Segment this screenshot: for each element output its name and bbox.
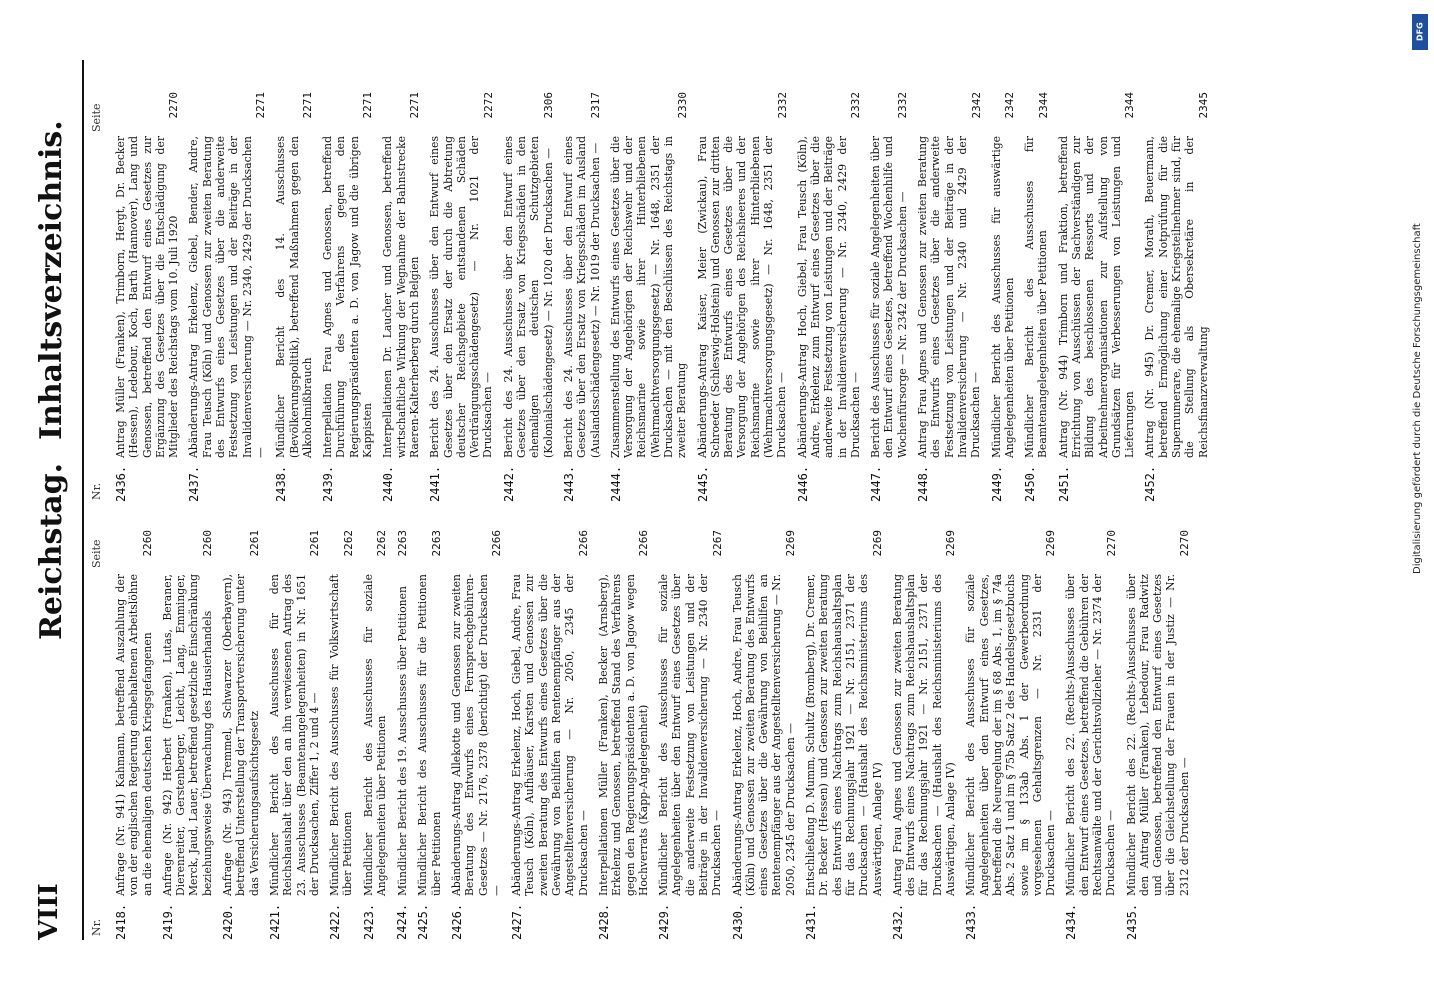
entry-page: 2270 [167, 92, 181, 119]
toc-entry [161, 530, 214, 940]
entry-text: Mündlicher Bericht des Ausschusses für Volkswirtschaft über Petitionen [328, 574, 355, 896]
entry-number: 2433. [964, 903, 979, 940]
entry-text: Bericht des 24. Ausschusses über den Entwurf eines Gesetzes über den Ersatz von Kriegsschäden im Ausland (Auslandsschädengesetz) — Nr. 1019 der Drucksachen — [561, 136, 602, 458]
entry-text: Zusammenstellung des Entwurfs eines Gesetzes über die Versorgung der Angehörigen der Reichswehr und der Reichsmarine sowie ihrer Hinterbliebenen (Wehrmachtversorgungsgesetz) — Nr. 1648, 2351 der Drucksachen — mit den Beschlüssen des Reichstags in zweiter Beratung [608, 136, 689, 458]
entry-page: 2342 [1003, 92, 1017, 119]
entry-page: 2342 [969, 92, 983, 119]
entry-number: 2438. [274, 465, 289, 502]
entry-number: 2446. [795, 465, 810, 502]
entry-number: 2428. [596, 903, 611, 940]
entry-number: 2420. [221, 903, 236, 940]
entry-text: Anfrage (Nr. 943) Tremmel, Schwarzer (Oberbayern), betreffend Unterstellung der Transportversicherung unter das Versicherungsaufsichtsgesetz [221, 574, 261, 896]
left-column [114, 530, 1198, 940]
left-nr-heading: Nr. [90, 918, 103, 936]
entry-text: Bericht des Ausschusses für soziale Angelegenheiten über den Entwurf eines Gesetzes, betreffend Wochenhilfe und Wochenfürsorge — Nr. 2342 der Drucksachen — [869, 136, 909, 458]
entry-number: 2423. [361, 903, 376, 940]
entry-number: 2440. [381, 465, 396, 502]
entry-text: Antrag Frau Agnes und Genossen zur zweiten Beratung des Entwurfs eines Nachtrags zum Reichshaushaltsplan für das Rechnungsjahr 1921 — Nr. 2151, 2371 der Drucksachen — (Haushalt des Reichsministeriums des Auswärtigen, Anlage IV) [890, 574, 958, 896]
toc-entry [114, 92, 180, 502]
toc-entry [1023, 92, 1050, 502]
toc-entry [416, 530, 443, 940]
entry-page: 2266 [490, 530, 504, 557]
entry-text: Abänderungs-Antrag Allekotte und Genossen zur zweiten Beratung des Entwurfs eines Fernsprechgebühren-Gesetzes — Nr. 2176, 2378 (berichtigt) der Drucksachen — [449, 574, 503, 896]
entry-page: 2269 [944, 530, 958, 557]
entry-text: Abänderungs-Antrag Hoch, Giebel, Frau Teusch (Köln), Andre, Erkelenz zum Entwurf eines Gesetzes über die anderweite Festsetzung von Leistungen und der Beiträge in der Invalidenversicherung — Nr. 2340, 2429 der Drucksachen — [795, 136, 862, 458]
digitization-note: Digitalisierung gefördert durch die Deutsche Forschungsgemeinschaft [1412, 223, 1423, 574]
entry-text: Bericht des 24. Ausschusses über den Entwurf eines Gesetzes über den Ersatz der durch die Abtretung deutscher Reichsgebiete entstandenen Schäden (Verdrängungsschädengesetz) — Nr. 1021 der Drucksachen — [428, 136, 495, 458]
entry-number: 2444. [608, 465, 623, 502]
entry-text: Anfrage (Nr. 941) Kahmann, betreffend Auszahlung der von der englischen Regierung einbehaltenen Arbeitslöhne an die ehemaligen deutschen Kriegsgefangenen [114, 574, 154, 896]
entry-text: Antrag (Nr. 945) Dr. Cremer, Morath, Beuermann, betreffend Ermöglichung einer Notprüfung für die Supernumerare, die ehemalige Kriegsteilnehmer sind, für die Stellung als Obersekretäre in der Reichsfinanzverwaltung [1143, 136, 1210, 458]
entry-page: 2260 [140, 530, 154, 557]
entry-text: Entschließung D. Mumm, Schultz (Bromberg), Dr. Cremer, Dr. Becker (Hessen) und Genossen zur zweiten Beratung des Entwurfs eines Nachtrags zum Reichshaushaltsplan für das Rechnungsjahr 1921 — Nr. 2151, 2371 der Drucksachen — (Haushalt des Reichsministeriums des Auswärtigen, Anlage IV) [804, 574, 884, 896]
entry-number: 2442. [501, 465, 516, 502]
entry-page: 2344 [1036, 92, 1050, 119]
entry-page: 2266 [576, 530, 590, 557]
entry-page: 2270 [1178, 530, 1192, 557]
entry-page: 2345 [1196, 92, 1210, 119]
entry-text: Mündlicher Bericht des Ausschusses für soziale Angelegenheiten über den Entwurf eines Gesetzes über die anderweite Festsetzung von Leistungen und der Beiträge in der Invalidenversicherung — Nr. 2340 der Drucksachen — [657, 574, 724, 896]
entry-page: 2330 [675, 92, 689, 119]
right-nr-heading: Nr. [90, 482, 103, 500]
entry-number: 2426. [449, 903, 464, 940]
toc-entry [916, 92, 982, 502]
entry-number: 2436. [114, 465, 128, 502]
entry-page: 2260 [201, 530, 215, 557]
entry-text: Abänderungs-Antrag Erkelenz, Hoch, Andre, Frau Teusch (Köln) und Genossen zur zweiten Beratung des Entwurfs eines Gesetzes über die Gewährung von Beihilfen an Rentenempfänger aus der Angestelltenversicherung — Nr. 2050, 2345 der Drucksachen — [730, 574, 797, 896]
entry-number: 2431. [804, 903, 819, 940]
entry-text: Mündlicher Bericht des Ausschusses für soziale Angelegenheiten über den Entwurf eines Gesetzes, betreffend die Neuregelung der im § 68 Abs. 1, im § 74a Abs. 2 Satz 1 und im § 75b Satz 2 des Handelsgesetzbuchs sowie im § 133ab Abs. 1 der Gewerbeordnung vorgesehenen Gehaltsgrenzen — Nr. 2331 der Drucksachen — [964, 574, 1058, 896]
toc-entry [362, 530, 389, 940]
toc-entry [1064, 530, 1117, 940]
toc-entry [502, 92, 555, 502]
entry-text: Antrag (Nr. 944) Trimborn und Fraktion, betreffend Errichtung von Ausschüssen der Sachverständigen zur Bildung des beschlossenen Ressorts und der Arbeitnehmerorganisationen zur Aufstellung von Grundsätzen für Verbesserungen von Leistungen und Lieferungen [1056, 136, 1137, 458]
entry-text: Interpellationen Müller (Franken), Becker (Arnsberg), Erkelenz und Genossen, betreffend Stand des Verfahrens gegen den Regierungspräsidenten a. D. von Jagow wegen Hochverrats (Kapp-Angelegenheit) [596, 574, 650, 896]
toc-entry [428, 92, 494, 502]
toc-entry [321, 92, 374, 502]
entry-number: 2427. [510, 903, 525, 940]
toc-entry [696, 92, 789, 502]
entry-number: 2435. [1124, 903, 1139, 940]
entry-page: 2266 [637, 530, 651, 557]
entry-number: 2437. [187, 465, 202, 502]
entry-page: 2269 [1044, 530, 1058, 557]
toc-entry [450, 530, 503, 940]
toc-entry [1143, 92, 1209, 502]
toc-entry [804, 530, 884, 940]
entry-page: 2261 [308, 530, 322, 557]
entry-number: 2448. [916, 465, 931, 502]
entry-page: 2272 [481, 92, 495, 119]
entry-page: 2262 [375, 530, 389, 557]
entry-number: 2447. [869, 465, 884, 502]
entry-page: 2271 [408, 92, 422, 119]
entry-number: 2452. [1143, 465, 1158, 502]
toc-entry [731, 530, 797, 940]
entry-number: 2443. [561, 465, 576, 502]
toc-entry [964, 530, 1057, 940]
toc-entry [395, 530, 409, 940]
dfg-logo: DFG [1412, 14, 1428, 50]
running-title-right: Inhaltsverzeichnis. [34, 120, 69, 440]
entry-text: Mündlicher Bericht des Ausschusses für den Reichshaushalt über den an ihn verwiesenen Antrag des 23. Ausschusses (Beamtenangelegenheiten) in Nr. 1651 der Drucksachen, Ziffer 1, 2 und 4 — [267, 574, 321, 896]
toc-entry [221, 530, 261, 940]
entry-text: Mündlicher Bericht des Ausschusses für die Petitionen über Petitionen [416, 574, 443, 896]
toc-entry [891, 530, 957, 940]
entry-text: Mündlicher Bericht des Ausschusses für auswärtige Angelegenheiten über Petitionen [989, 136, 1016, 458]
toc-entry [1125, 530, 1191, 940]
entry-text: Mündlicher Bericht des 22. (Rechts-)Ausschusses über den Antrag Müller (Franken), Lebedour, Frau Radwitz und Genossen, betreffend den Entwurf eines Gesetzes über die Gleichstellung der Frauen in der Justiz — Nr. 2312 der Drucksachen — [1124, 574, 1191, 896]
entry-text: Mündlicher Bericht des 22. (Rechts-)Ausschusses über den Entwurf eines Gesetzes, betreffend die Gebühren der Rechtsanwälte und der Gerichtsvollzieher — Nr. 2374 der Drucksachen — [1064, 574, 1118, 896]
entry-text: Interpellationen Dr. Laucher und Genossen, betreffend wirtschaftliche Wirkung der Wegnahme der Bahnstrecke Raeren-Kalterherberg durch Belgien [381, 136, 421, 458]
entry-text: Mündlicher Bericht des Ausschusses für Beamtenangelegenheiten über Petitionen [1023, 136, 1050, 458]
entry-page: 2271 [301, 92, 315, 119]
entry-number: 2429. [657, 903, 672, 940]
entry-page: 2332 [775, 92, 789, 119]
entry-text: Interpellation Frau Agnes und Genossen, betreffend Durchführung des Verfahrens gegen den Regierungspräsidenten a. D. von Jagow und die übrigen Kappisten [321, 136, 375, 458]
entry-page: 2317 [588, 92, 602, 119]
entry-page: 2261 [247, 530, 261, 557]
entry-number: 2450. [1023, 465, 1038, 502]
entry-number: 2421. [267, 903, 282, 940]
toc-entry [990, 92, 1017, 502]
toc-entry [609, 92, 689, 502]
toc-entry [510, 530, 590, 940]
running-title-left: Reichstag. [34, 462, 69, 640]
entry-number: 2449. [989, 465, 1004, 502]
entry-text: Mündlicher Bericht des Ausschusses für soziale Angelegenheiten über Petitionen [361, 574, 389, 896]
entry-number: 2441. [428, 465, 443, 502]
entry-text: Mündlicher Bericht des 14. Ausschusses (Bevölkerungspolitik), betreffend Maßnahmen gegen den Alkoholmißbrauch [274, 136, 314, 458]
toc-entry [114, 530, 154, 940]
entry-number: 2451. [1056, 465, 1071, 502]
entry-page: 2271 [254, 92, 268, 119]
entry-page: 2332 [849, 92, 863, 119]
entry-text: Bericht des 24. Ausschusses über den Entwurf eines Gesetzes über den Ersatz von Kriegsschäden in den ehemaligen deutschen Schutzgebieten (Kolonialschädengesetz) — Nr. 1020 der Drucksachen — [501, 136, 555, 458]
entry-number: 2419. [160, 903, 175, 940]
toc-entry [562, 92, 602, 502]
toc-entry [381, 92, 421, 502]
page-number: VIII [34, 883, 64, 940]
entry-text: Anfrage (Nr. 942) Herbert (Franken), Lutas, Beraner, Dierenreiter, Gerstenberger, Leicht, Lang, Emminger, Merck, Jaud, Lauer, betreffend gesetzliche Einschränkung beziehungsweise Überwachung des Hausierhandels [160, 574, 214, 896]
entry-number: 2422. [328, 903, 343, 940]
right-seite-heading: Seite [90, 103, 103, 132]
entry-number: 2439. [321, 465, 336, 502]
entry-text: Mündlicher Bericht des 19. Ausschusses über Petitionen [396, 586, 410, 896]
toc-entry [597, 530, 650, 940]
left-seite-heading: Seite [90, 539, 103, 568]
toc-entry [796, 92, 862, 502]
toc-entry [268, 530, 321, 940]
entry-page: 2271 [361, 92, 375, 119]
entry-number: 2445. [695, 465, 710, 502]
toc-entry [328, 530, 355, 940]
entry-page: 2269 [870, 530, 884, 557]
toc-entry [187, 92, 267, 502]
entry-number: 2432. [890, 903, 905, 940]
toc-entry [274, 92, 314, 502]
toc-entry [1057, 92, 1137, 502]
entry-number: 2418. [114, 903, 128, 940]
header-rule [82, 60, 84, 940]
entry-page: 2263 [396, 530, 410, 557]
entry-text: Abänderungs-Antrag Kaiser, Meier (Zwickau), Frau Schroeder (Schleswig-Holstein) und Genossen zur dritten Beratung des Entwurfs eines Gesetzes über die Versorgung der Angehörigen des Reichsheeres und der Reichsmarine sowie ihrer Hinterbliebenen (Wehrmachtversorgungsgesetz) — Nr. 1648, 2351 der Drucksachen — [695, 136, 789, 458]
toc-entry [869, 92, 909, 502]
right-column [114, 92, 1217, 502]
entry-text: Antrag Frau Agnes und Genossen zur zweiten Beratung des Entwurfs eines Gesetzes über die anderweite Festsetzung von Leistungen und der Beiträge in der Invalidenversicherung — Nr. 2340 und 2429 der Drucksachen — [916, 136, 983, 458]
entry-text: Abänderungs-Antrag Erkelenz, Giebel, Bender, Andre, Frau Teusch (Köln) und Genossen zur zweiten Beratung des Entwurfs eines Gesetzes über die anderweite Festsetzung von Leistungen und der Beiträge in der Invalidenversicherung — Nr. 2340, 2429 der Drucksachen — [187, 136, 267, 458]
entry-number: 2430. [730, 903, 745, 940]
entry-page: 2270 [1104, 530, 1118, 557]
toc-entry [657, 530, 723, 940]
entry-page: 2262 [341, 530, 355, 557]
entry-text: Abänderungs-Antrag Erkelenz, Hoch, Giebel, Andre, Frau Teusch (Köln), Aufhäuser, Karsten und Genossen zur zweiten Beratung des Entwurfs eines Gesetzes über die Gewährung von Beihilfen an Rentenempfänger aus der Angestelltenversicherung — Nr. 2050, 2345 der Drucksachen — [510, 574, 590, 896]
entry-page: 2332 [896, 92, 910, 119]
entry-page: 2269 [784, 530, 798, 557]
entry-number: 2424. [395, 903, 410, 940]
entry-number: 2434. [1064, 903, 1079, 940]
entry-page: 2267 [710, 530, 724, 557]
entry-page: 2344 [1123, 92, 1137, 119]
sidebar-strip [1410, 8, 1430, 992]
entry-text: Antrag Müller (Franken), Trimborn, Hergt, Dr. Becker (Hessen), Ledebour, Koch, Barth (Hannover), Lang und Genossen, betreffend den Entwurf eines Gesetzes zur Ergänzung des Gesetzes über die Entschädigung der Mitglieder des Reichstags vom 10. Juli 1920 [114, 136, 181, 458]
entry-page: 2263 [429, 530, 443, 557]
entry-page: 2306 [541, 92, 555, 119]
entry-number: 2425. [416, 903, 431, 940]
